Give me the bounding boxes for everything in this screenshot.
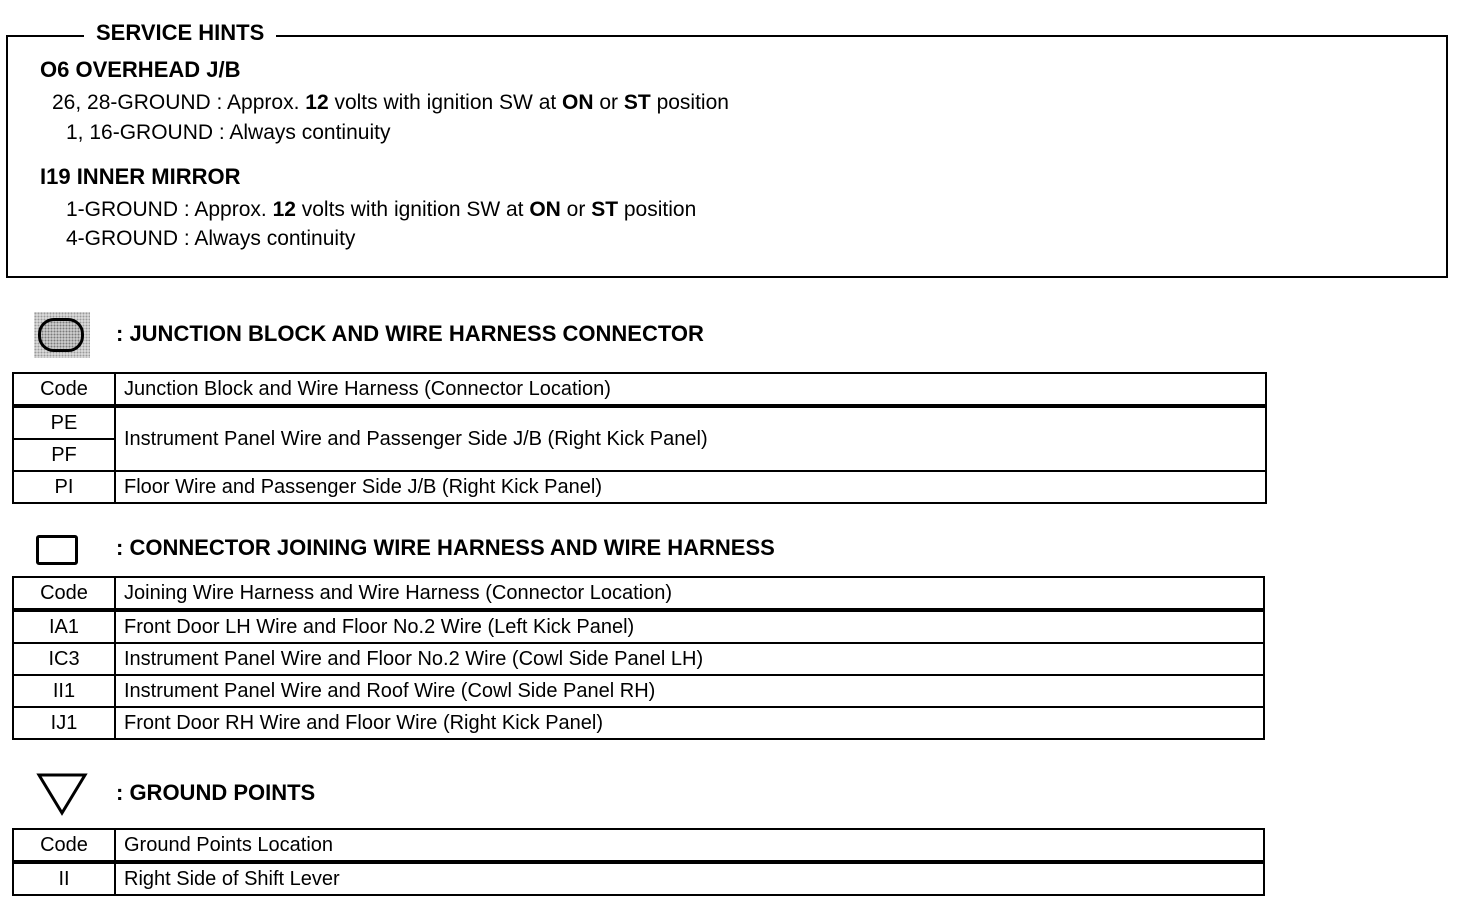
table-header-row [13, 373, 1266, 406]
table-row [13, 707, 1264, 739]
ground-points-table [12, 828, 1265, 896]
header-location: Junction Block and Wire Harness (Connector Location) [115, 373, 1266, 406]
row-code: PI [13, 471, 115, 503]
junction-block-section-title: : JUNCTION BLOCK AND WIRE HARNESS CONNECTOR [116, 321, 704, 346]
hint-line-overhead-continuity: 1, 16-GROUND : Always continuity [66, 121, 391, 144]
header-location: Joining Wire Harness and Wire Harness (Connector Location) [115, 577, 1264, 610]
connector-joining-section-title: : CONNECTOR JOINING WIRE HARNESS AND WIRE HARNESS [116, 535, 775, 560]
row-location: Front Door RH Wire and Floor Wire (Right Kick Panel) [115, 707, 1264, 739]
connector-joining-table [12, 576, 1265, 740]
table-row [13, 406, 1266, 439]
row-location: Instrument Panel Wire and Roof Wire (Cowl Side Panel RH) [115, 675, 1264, 707]
row-code: IA1 [13, 610, 115, 643]
service-hints-title: SERVICE HINTS [84, 20, 276, 46]
hint-line-mirror-voltage: 1-GROUND : Approx. 12 volts with ignition SW at ON or ST position [66, 198, 697, 221]
row-code: IJ1 [13, 707, 115, 739]
ground-point-icon [36, 772, 88, 816]
hint-line-mirror-continuity: 4-GROUND : Always continuity [66, 227, 356, 250]
junction-block-table [12, 372, 1267, 504]
table-header-row [13, 577, 1264, 610]
row-code: PF [13, 439, 115, 471]
table-row [13, 643, 1264, 675]
table-row [13, 675, 1264, 707]
row-location: Front Door LH Wire and Floor No.2 Wire (Left Kick Panel) [115, 610, 1264, 643]
connector-icon [36, 535, 78, 565]
header-code: Code [13, 829, 115, 862]
row-code: IC3 [13, 643, 115, 675]
row-code: II [13, 862, 115, 895]
row-location: Right Side of Shift Lever [115, 862, 1264, 895]
table-row [13, 610, 1264, 643]
row-code: II1 [13, 675, 115, 707]
row-location: Floor Wire and Passenger Side J/B (Right Kick Panel) [115, 471, 1266, 503]
hint-heading-overhead-jb: O6 OVERHEAD J/B [40, 57, 241, 82]
row-code: PE [13, 406, 115, 439]
row-location: Instrument Panel Wire and Passenger Side J/B (Right Kick Panel) [115, 406, 1266, 471]
hint-heading-inner-mirror: I19 INNER MIRROR [40, 164, 241, 189]
table-row [13, 862, 1264, 895]
table-header-row [13, 829, 1264, 862]
ground-points-section-title: : GROUND POINTS [116, 780, 316, 805]
table-row [13, 471, 1266, 503]
hint-line-overhead-voltage: 26, 28-GROUND : Approx. 12 volts with ignition SW at ON or ST position [52, 91, 729, 114]
header-code: Code [13, 577, 115, 610]
header-location: Ground Points Location [115, 829, 1264, 862]
row-location: Instrument Panel Wire and Floor No.2 Wire (Cowl Side Panel LH) [115, 643, 1264, 675]
header-code: Code [13, 373, 115, 406]
junction-block-icon [38, 318, 84, 352]
